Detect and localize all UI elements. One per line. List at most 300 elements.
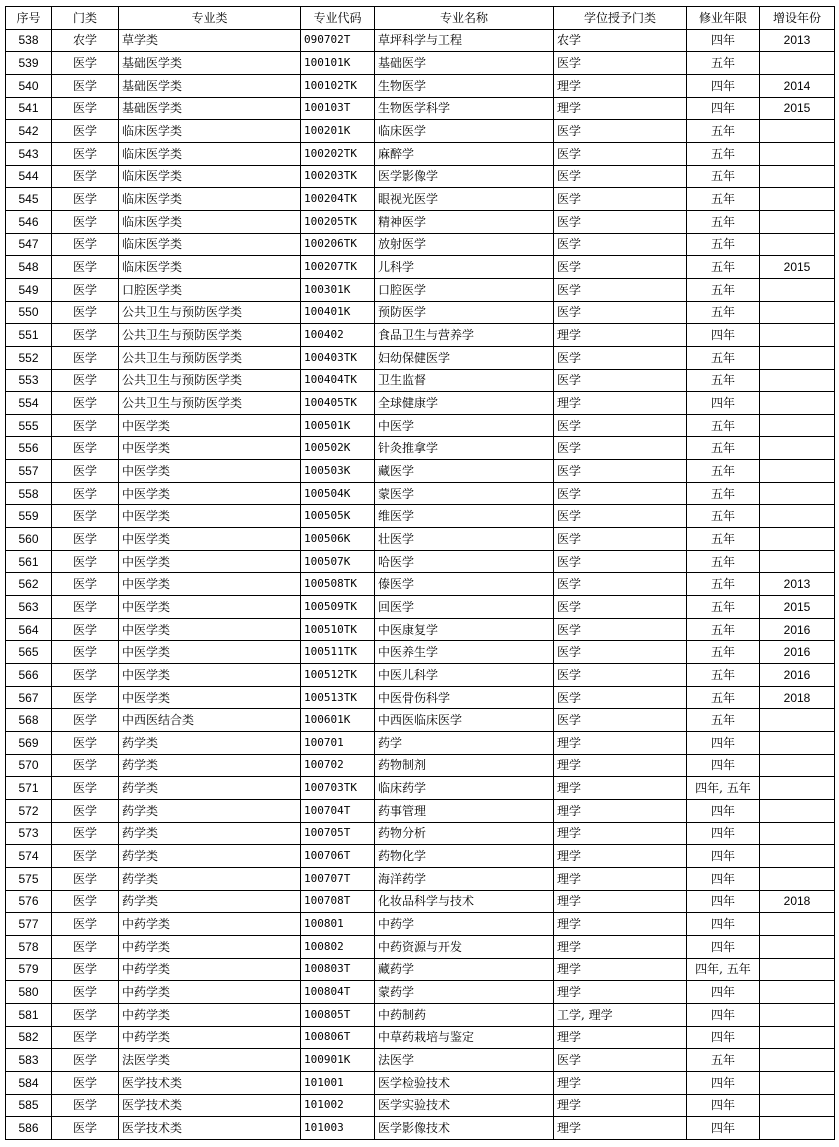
header-index: 序号 (6, 7, 52, 30)
cell-degree-category: 理学 (554, 1071, 687, 1094)
cell-study-years: 五年 (687, 278, 760, 301)
cell-added-year (760, 822, 835, 845)
cell-major-name: 药事管理 (375, 799, 554, 822)
cell-major-class: 基础医学类 (119, 97, 301, 120)
table-row (6, 120, 835, 143)
table-row (6, 754, 835, 777)
cell-index: 558 (6, 482, 52, 505)
table-row (6, 1094, 835, 1117)
cell-major-class: 公共卫生与预防医学类 (119, 346, 301, 369)
cell-major-name: 中医康复学 (375, 618, 554, 641)
table-row (6, 709, 835, 732)
cell-added-year: 2014 (760, 74, 835, 97)
table-row (6, 301, 835, 324)
cell-category: 医学 (52, 97, 119, 120)
cell-added-year: 2013 (760, 573, 835, 596)
cell-degree-category: 医学 (554, 256, 687, 279)
cell-category: 医学 (52, 1117, 119, 1140)
cell-study-years: 四年 (687, 324, 760, 347)
cell-index: 546 (6, 210, 52, 233)
cell-degree-category: 医学 (554, 686, 687, 709)
cell-major-class: 临床医学类 (119, 256, 301, 279)
cell-category: 医学 (52, 618, 119, 641)
cell-category: 医学 (52, 890, 119, 913)
cell-major-name: 医学影像技术 (375, 1117, 554, 1140)
cell-major-name: 药物化学 (375, 845, 554, 868)
cell-major-code: 101002 (301, 1094, 375, 1117)
cell-added-year (760, 142, 835, 165)
cell-added-year (760, 120, 835, 143)
table-row (6, 188, 835, 211)
cell-degree-category: 医学 (554, 664, 687, 687)
cell-major-class: 法医学类 (119, 1049, 301, 1072)
cell-major-class: 中医学类 (119, 664, 301, 687)
cell-major-code: 100701 (301, 732, 375, 755)
cell-major-name: 维医学 (375, 505, 554, 528)
cell-major-code: 100805T (301, 1003, 375, 1026)
cell-study-years: 四年 (687, 845, 760, 868)
cell-added-year (760, 1071, 835, 1094)
table-row (6, 822, 835, 845)
cell-study-years: 四年 (687, 1094, 760, 1117)
cell-added-year (760, 392, 835, 415)
cell-category: 医学 (52, 777, 119, 800)
cell-index: 583 (6, 1049, 52, 1072)
cell-added-year: 2016 (760, 664, 835, 687)
cell-study-years: 四年 (687, 1026, 760, 1049)
cell-added-year (760, 1026, 835, 1049)
cell-degree-category: 理学 (554, 1026, 687, 1049)
cell-added-year (760, 799, 835, 822)
cell-major-name: 妇幼保健医学 (375, 346, 554, 369)
table-row (6, 550, 835, 573)
cell-study-years: 五年 (687, 52, 760, 75)
cell-added-year: 2016 (760, 641, 835, 664)
cell-index: 542 (6, 120, 52, 143)
cell-degree-category: 工学, 理学 (554, 1003, 687, 1026)
cell-index: 538 (6, 29, 52, 52)
cell-added-year (760, 981, 835, 1004)
cell-major-name: 中药资源与开发 (375, 935, 554, 958)
cell-major-class: 药学类 (119, 799, 301, 822)
cell-category: 医学 (52, 74, 119, 97)
table-row (6, 890, 835, 913)
cell-major-code: 100512TK (301, 664, 375, 687)
cell-index: 574 (6, 845, 52, 868)
cell-study-years: 五年 (687, 210, 760, 233)
table-row (6, 981, 835, 1004)
cell-major-name: 预防医学 (375, 301, 554, 324)
cell-degree-category: 医学 (554, 414, 687, 437)
cell-index: 540 (6, 74, 52, 97)
table-row (6, 1003, 835, 1026)
cell-category: 医学 (52, 641, 119, 664)
cell-index: 551 (6, 324, 52, 347)
cell-category: 医学 (52, 958, 119, 981)
cell-major-class: 中医学类 (119, 528, 301, 551)
table-row (6, 867, 835, 890)
table-row (6, 596, 835, 619)
cell-major-code: 100804T (301, 981, 375, 1004)
cell-major-class: 临床医学类 (119, 233, 301, 256)
cell-major-class: 药学类 (119, 890, 301, 913)
cell-major-class: 医学技术类 (119, 1094, 301, 1117)
table-row (6, 958, 835, 981)
cell-major-class: 中西医结合类 (119, 709, 301, 732)
cell-major-code: 100203TK (301, 165, 375, 188)
cell-major-name: 草坪科学与工程 (375, 29, 554, 52)
cell-category: 医学 (52, 1026, 119, 1049)
cell-major-class: 中医学类 (119, 437, 301, 460)
cell-major-code: 100513TK (301, 686, 375, 709)
cell-major-class: 草学类 (119, 29, 301, 52)
cell-index: 582 (6, 1026, 52, 1049)
cell-major-name: 药学 (375, 732, 554, 755)
cell-category: 医学 (52, 822, 119, 845)
cell-major-code: 100403TK (301, 346, 375, 369)
table-row (6, 664, 835, 687)
cell-major-code: 100702 (301, 754, 375, 777)
table-row (6, 392, 835, 415)
cell-major-name: 基础医学 (375, 52, 554, 75)
cell-major-name: 药物分析 (375, 822, 554, 845)
cell-index: 575 (6, 867, 52, 890)
cell-index: 556 (6, 437, 52, 460)
cell-study-years: 四年 (687, 935, 760, 958)
table-row (6, 799, 835, 822)
cell-study-years: 五年 (687, 369, 760, 392)
cell-major-name: 中西医临床医学 (375, 709, 554, 732)
cell-major-class: 临床医学类 (119, 188, 301, 211)
cell-study-years: 五年 (687, 1049, 760, 1072)
cell-category: 医学 (52, 867, 119, 890)
cell-added-year (760, 550, 835, 573)
cell-study-years: 五年 (687, 142, 760, 165)
cell-added-year (760, 233, 835, 256)
header-row (6, 7, 835, 30)
cell-study-years: 四年 (687, 867, 760, 890)
cell-category: 医学 (52, 505, 119, 528)
cell-category: 医学 (52, 256, 119, 279)
cell-index: 564 (6, 618, 52, 641)
cell-major-code: 100806T (301, 1026, 375, 1049)
cell-degree-category: 理学 (554, 958, 687, 981)
cell-major-name: 中药学 (375, 913, 554, 936)
cell-added-year (760, 188, 835, 211)
cell-added-year: 2013 (760, 29, 835, 52)
cell-major-name: 哈医学 (375, 550, 554, 573)
cell-major-class: 中医学类 (119, 414, 301, 437)
cell-added-year (760, 414, 835, 437)
cell-category: 医学 (52, 437, 119, 460)
table-row (6, 913, 835, 936)
cell-major-class: 基础医学类 (119, 52, 301, 75)
cell-major-name: 傣医学 (375, 573, 554, 596)
cell-index: 578 (6, 935, 52, 958)
table-row (6, 278, 835, 301)
cell-major-class: 药学类 (119, 754, 301, 777)
cell-index: 580 (6, 981, 52, 1004)
cell-category: 医学 (52, 392, 119, 415)
cell-category: 医学 (52, 142, 119, 165)
cell-index: 550 (6, 301, 52, 324)
cell-added-year (760, 935, 835, 958)
cell-major-class: 中医学类 (119, 573, 301, 596)
cell-degree-category: 理学 (554, 777, 687, 800)
cell-major-name: 眼视光医学 (375, 188, 554, 211)
cell-added-year (760, 210, 835, 233)
cell-category: 医学 (52, 686, 119, 709)
cell-category: 医学 (52, 165, 119, 188)
cell-category: 医学 (52, 52, 119, 75)
header-major-code: 专业代码 (301, 7, 375, 30)
cell-major-code: 100202TK (301, 142, 375, 165)
cell-index: 573 (6, 822, 52, 845)
cell-major-code: 100504K (301, 482, 375, 505)
cell-major-class: 公共卫生与预防医学类 (119, 301, 301, 324)
cell-category: 医学 (52, 1071, 119, 1094)
cell-index: 553 (6, 369, 52, 392)
cell-degree-category: 医学 (554, 482, 687, 505)
cell-category: 医学 (52, 188, 119, 211)
cell-degree-category: 理学 (554, 935, 687, 958)
cell-index: 571 (6, 777, 52, 800)
cell-major-code: 100502K (301, 437, 375, 460)
cell-category: 医学 (52, 845, 119, 868)
cell-major-code: 101001 (301, 1071, 375, 1094)
cell-degree-category: 医学 (554, 528, 687, 551)
cell-added-year (760, 505, 835, 528)
cell-index: 581 (6, 1003, 52, 1026)
cell-study-years: 四年 (687, 822, 760, 845)
cell-major-name: 中药制药 (375, 1003, 554, 1026)
cell-degree-category: 理学 (554, 845, 687, 868)
cell-major-name: 藏医学 (375, 460, 554, 483)
cell-major-class: 中药学类 (119, 981, 301, 1004)
cell-major-name: 中医养生学 (375, 641, 554, 664)
cell-major-class: 中医学类 (119, 596, 301, 619)
table-row (6, 1026, 835, 1049)
cell-major-name: 食品卫生与营养学 (375, 324, 554, 347)
cell-added-year (760, 867, 835, 890)
cell-added-year (760, 324, 835, 347)
cell-index: 577 (6, 913, 52, 936)
cell-index: 544 (6, 165, 52, 188)
table-row (6, 165, 835, 188)
table-row (6, 482, 835, 505)
cell-degree-category: 理学 (554, 1094, 687, 1117)
cell-major-class: 临床医学类 (119, 120, 301, 143)
cell-major-code: 100803T (301, 958, 375, 981)
cell-major-name: 生物医学 (375, 74, 554, 97)
cell-major-class: 基础医学类 (119, 74, 301, 97)
cell-index: 547 (6, 233, 52, 256)
cell-major-class: 中医学类 (119, 482, 301, 505)
cell-major-name: 中医儿科学 (375, 664, 554, 687)
cell-study-years: 五年 (687, 686, 760, 709)
cell-major-code: 100510TK (301, 618, 375, 641)
cell-study-years: 四年 (687, 981, 760, 1004)
table-row (6, 256, 835, 279)
cell-degree-category: 医学 (554, 618, 687, 641)
cell-major-class: 中医学类 (119, 686, 301, 709)
cell-major-code: 100402 (301, 324, 375, 347)
cell-added-year (760, 1117, 835, 1140)
cell-index: 543 (6, 142, 52, 165)
cell-category: 医学 (52, 596, 119, 619)
cell-study-years: 四年 (687, 890, 760, 913)
cell-category: 医学 (52, 1094, 119, 1117)
cell-major-name: 蒙医学 (375, 482, 554, 505)
cell-major-name: 临床医学 (375, 120, 554, 143)
cell-major-class: 中药学类 (119, 1026, 301, 1049)
cell-major-class: 中药学类 (119, 913, 301, 936)
cell-major-name: 法医学 (375, 1049, 554, 1072)
cell-index: 567 (6, 686, 52, 709)
cell-index: 570 (6, 754, 52, 777)
cell-category: 医学 (52, 120, 119, 143)
cell-major-code: 100205TK (301, 210, 375, 233)
cell-category: 医学 (52, 233, 119, 256)
cell-major-code: 100901K (301, 1049, 375, 1072)
cell-study-years: 五年 (687, 709, 760, 732)
cell-major-class: 中药学类 (119, 935, 301, 958)
cell-added-year (760, 1003, 835, 1026)
cell-major-name: 放射医学 (375, 233, 554, 256)
cell-study-years: 五年 (687, 460, 760, 483)
cell-major-name: 海洋药学 (375, 867, 554, 890)
table-row (6, 686, 835, 709)
cell-major-code: 100204TK (301, 188, 375, 211)
cell-major-name: 中草药栽培与鉴定 (375, 1026, 554, 1049)
cell-category: 医学 (52, 414, 119, 437)
cell-major-code: 100802 (301, 935, 375, 958)
header-added-year: 增设年份 (760, 7, 835, 30)
cell-added-year (760, 528, 835, 551)
table-row (6, 142, 835, 165)
cell-major-class: 中医学类 (119, 618, 301, 641)
table-row (6, 732, 835, 755)
cell-category: 医学 (52, 754, 119, 777)
cell-index: 586 (6, 1117, 52, 1140)
cell-degree-category: 医学 (554, 188, 687, 211)
cell-added-year (760, 278, 835, 301)
cell-major-name: 医学实验技术 (375, 1094, 554, 1117)
cell-category: 医学 (52, 1003, 119, 1026)
cell-index: 552 (6, 346, 52, 369)
cell-added-year (760, 460, 835, 483)
cell-added-year (760, 958, 835, 981)
cell-degree-category: 医学 (554, 233, 687, 256)
cell-study-years: 五年 (687, 664, 760, 687)
cell-index: 568 (6, 709, 52, 732)
cell-major-code: 100601K (301, 709, 375, 732)
cell-major-code: 100703TK (301, 777, 375, 800)
cell-major-code: 100704T (301, 799, 375, 822)
table-row (6, 210, 835, 233)
table-row (6, 52, 835, 75)
cell-added-year (760, 709, 835, 732)
table-row (6, 233, 835, 256)
table-row (6, 414, 835, 437)
cell-added-year (760, 913, 835, 936)
cell-major-class: 公共卫生与预防医学类 (119, 324, 301, 347)
cell-added-year (760, 301, 835, 324)
cell-major-code: 100101K (301, 52, 375, 75)
cell-category: 农学 (52, 29, 119, 52)
cell-study-years: 五年 (687, 641, 760, 664)
cell-major-class: 口腔医学类 (119, 278, 301, 301)
cell-degree-category: 医学 (554, 460, 687, 483)
cell-index: 565 (6, 641, 52, 664)
table-row (6, 573, 835, 596)
table-row (6, 528, 835, 551)
cell-major-class: 药学类 (119, 777, 301, 800)
cell-major-name: 临床药学 (375, 777, 554, 800)
table-row (6, 437, 835, 460)
cell-added-year: 2015 (760, 97, 835, 120)
cell-major-code: 100706T (301, 845, 375, 868)
cell-category: 医学 (52, 913, 119, 936)
cell-added-year (760, 732, 835, 755)
cell-added-year (760, 754, 835, 777)
cell-major-code: 100207TK (301, 256, 375, 279)
cell-study-years: 五年 (687, 120, 760, 143)
cell-index: 566 (6, 664, 52, 687)
cell-added-year (760, 437, 835, 460)
cell-major-code: 100503K (301, 460, 375, 483)
table-row (6, 74, 835, 97)
cell-category: 医学 (52, 324, 119, 347)
cell-major-name: 壮医学 (375, 528, 554, 551)
cell-index: 554 (6, 392, 52, 415)
cell-major-class: 中药学类 (119, 958, 301, 981)
cell-degree-category: 理学 (554, 822, 687, 845)
cell-degree-category: 理学 (554, 799, 687, 822)
table-row (6, 1117, 835, 1140)
cell-degree-category: 医学 (554, 1049, 687, 1072)
cell-study-years: 五年 (687, 505, 760, 528)
cell-major-code: 100401K (301, 301, 375, 324)
table-row (6, 618, 835, 641)
cell-degree-category: 理学 (554, 74, 687, 97)
cell-added-year: 2015 (760, 256, 835, 279)
cell-degree-category: 医学 (554, 142, 687, 165)
cell-study-years: 五年 (687, 414, 760, 437)
cell-study-years: 五年 (687, 233, 760, 256)
major-catalog-table (5, 6, 835, 1140)
table-row (6, 505, 835, 528)
cell-degree-category: 医学 (554, 550, 687, 573)
cell-major-name: 回医学 (375, 596, 554, 619)
header-major-class: 专业类 (119, 7, 301, 30)
cell-study-years: 五年 (687, 528, 760, 551)
cell-category: 医学 (52, 799, 119, 822)
header-category: 门类 (52, 7, 119, 30)
cell-index: 579 (6, 958, 52, 981)
document-page (5, 6, 834, 1140)
header-study-years: 修业年限 (687, 7, 760, 30)
cell-added-year (760, 1049, 835, 1072)
header-degree-category: 学位授予门类 (554, 7, 687, 30)
cell-index: 576 (6, 890, 52, 913)
cell-degree-category: 医学 (554, 709, 687, 732)
cell-major-class: 中药学类 (119, 1003, 301, 1026)
cell-major-code: 100511TK (301, 641, 375, 664)
table-row (6, 641, 835, 664)
table-row (6, 324, 835, 347)
cell-major-class: 临床医学类 (119, 142, 301, 165)
